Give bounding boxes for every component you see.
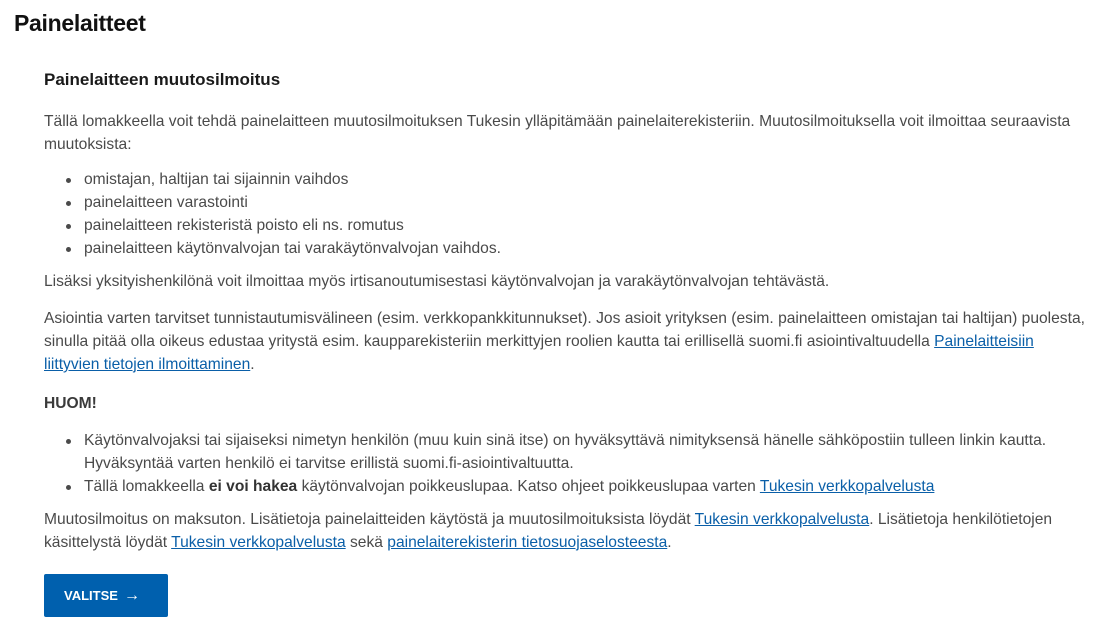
fee-mid2: sekä (345, 534, 388, 551)
changes-list (44, 168, 1089, 260)
auth-text-end: . (250, 356, 255, 373)
huom-list (44, 429, 1089, 498)
huom-label: HUOM! (44, 395, 97, 412)
exemption-info-link[interactable]: Tukesin verkkopalvelusta (759, 478, 935, 495)
fee-mid1: . Lisätietoja henkilötietojen käsittelystä löydät (44, 511, 1053, 551)
list-item: Käytönvalvojaksi tai sijaiseksi nimetyn henkilön (muu kuin sinä itse) on hyväksyttävä nimityksensä hänelle sähköpostiin tulleen linkin kautta. Hyväksyntää varten henkilö ei tarvitse erillistä suomi.fi-asiointivaltuutta. (84, 429, 1089, 475)
privacy-statement-link[interactable]: painelaiterekisterin tietosuojaselosteesta (387, 534, 668, 551)
reporting-info-link[interactable]: Painelaitteisiin liittyvien tietojen ilmoittaminen (44, 333, 1034, 373)
huom-item2-bold: ei voi hakea (208, 478, 298, 495)
select-button-label: VALITSE (64, 588, 118, 603)
page-title: Painelaitteet (14, 10, 146, 36)
auth-text-body: Asiointia varten tarvitset tunnistautumisvälineen (esim. verkkopankkitunnukset). Jos asioit yrityksen (esim. painelaitteen omistajan tai haltijan) puolesta, sinulla pitää olla oikeus edustaa yritystä esim. kaupparekisteriin merkittyjen roolien kautta tai erillisellä suomi.fi asiointivaltuudella (44, 310, 1085, 350)
list-item: painelaitteen varastointi (84, 191, 1089, 214)
huom-item2-pre: Tällä lomakkeella (84, 478, 209, 495)
list-item: omistajan, haltijan tai sijainnin vaihdos (84, 168, 1089, 191)
fee-text (44, 508, 1089, 554)
tukes-service-link-1[interactable]: Tukesin verkkopalvelusta (694, 511, 870, 528)
list-item: painelaitteen käytönvalvojan tai varakäytönvalvojan vaihdos. (84, 237, 1089, 260)
list-item: painelaitteen rekisteristä poisto eli ns. romutus (84, 214, 1089, 237)
private-person-note: Lisäksi yksityishenkilönä voit ilmoittaa myös irtisanoutumisestasi käytönvalvojan ja varakäytönvalvojan tehtävästä. (44, 273, 830, 290)
section-title: Painelaitteen muutosilmoitus (44, 70, 281, 89)
form-intro-section (44, 66, 1089, 617)
intro-text: Tällä lomakkeella voit tehdä painelaitteen muutosilmoituksen Tukesin ylläpitämään painelaiterekisteriin. Muutosilmoituksella voit ilmoittaa seuraavista muutoksista: (44, 113, 1071, 153)
tukes-service-link-2[interactable]: Tukesin verkkopalvelusta (171, 534, 346, 551)
arrow-right-icon: → (123, 586, 140, 604)
fee-end: . (667, 534, 672, 551)
list-item (84, 475, 1089, 498)
huom-item2-mid: käytönvalvojan poikkeuslupaa. Katso ohjeet poikkeuslupaa varten (297, 478, 760, 495)
select-button[interactable] (44, 574, 168, 617)
fee-pre: Muutosilmoitus on maksuton. Lisätietoja painelaitteiden käytöstä ja muutosilmoituksista löydät (44, 511, 695, 528)
auth-text (44, 307, 1089, 376)
